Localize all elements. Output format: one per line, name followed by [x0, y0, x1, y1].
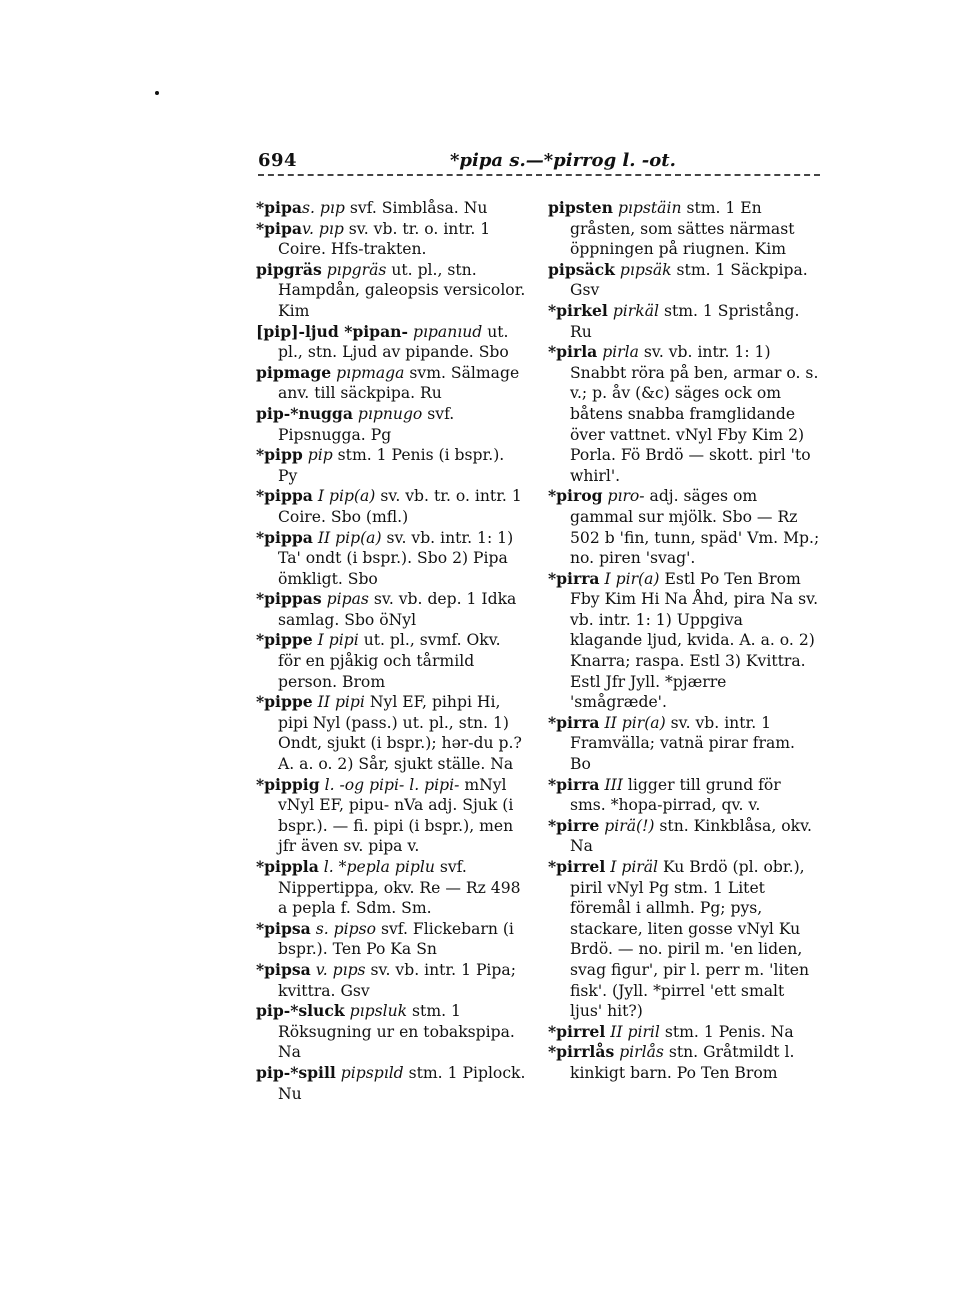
- dictionary-entry: [548, 1022, 820, 1043]
- entry-form: III: [599, 775, 623, 794]
- entry-headword: *pipa: [256, 198, 302, 217]
- entry-headword: *pirra: [548, 712, 600, 732]
- entry-headword: *pirkel: [548, 300, 608, 320]
- entry-headword: *pippa: [256, 527, 313, 547]
- entry-headword: *pirra: [548, 774, 600, 794]
- dictionary-entry: [548, 198, 820, 260]
- dictionary-entry: [256, 630, 528, 692]
- entry-form: s. pıp: [302, 199, 345, 217]
- entry-headword: pipmage: [256, 362, 332, 382]
- entry-definition: sv. vb. dep. 1 Idka samlag. Sbo öNyl: [278, 590, 517, 629]
- dictionary-entry: [256, 445, 528, 486]
- entry-form: II pip(a): [312, 528, 382, 547]
- entry-headword: *pirrel: [548, 857, 606, 876]
- entry-form: pip: [302, 446, 333, 465]
- entry-form: pipspıld: [335, 1063, 404, 1082]
- entry-form: II pir(a): [599, 713, 666, 732]
- dictionary-entry: [256, 486, 528, 527]
- entry-headword: *pippas: [256, 589, 322, 609]
- entry-headword: *pirra: [548, 568, 600, 588]
- entry-headword: *pipsa: [256, 918, 311, 938]
- entry-form: pıpanıud: [408, 322, 483, 341]
- entry-definition: mNyl vNyl EF, pipu- nVa adj. Sjuk (i bspr.). — fi. pipi (i bspr.), men jfr även sv. pipa v.: [278, 775, 514, 856]
- entry-form: I pir(a): [599, 569, 660, 588]
- entry-form: I pip(a): [312, 487, 376, 506]
- entry-form: pirla: [597, 343, 639, 362]
- entry-definition: svf. Pipsnugga. Pg: [278, 404, 455, 444]
- entry-headword: *pippe: [256, 692, 313, 712]
- entry-form: I pipi: [312, 631, 359, 650]
- entry-definition: ut. pl., svmf. Okv. för en pjåkig och tårmild person. Brom: [278, 631, 501, 691]
- dictionary-entry: [548, 301, 820, 342]
- dictionary-entry: [548, 260, 820, 301]
- dictionary-entry: [256, 528, 528, 590]
- dictionary-entry: [548, 857, 820, 1022]
- entry-form: pıpstäin: [612, 199, 682, 217]
- dictionary-entry: [256, 692, 528, 774]
- entry-form: pıpnugo: [352, 404, 423, 423]
- entry-definition: stn. Kinkblåsa, okv. Na: [570, 816, 813, 856]
- entry-headword: [pip]-ljud *pipan-: [256, 321, 408, 341]
- entry-definition: stm. 1 Säckpipa. Gsv: [570, 260, 808, 300]
- entry-headword: *pippig: [256, 774, 320, 794]
- dictionary-entry: [256, 198, 528, 219]
- entry-definition: svf. Flickebarn (i bspr.). Ten Po Ka Sn: [278, 919, 514, 959]
- entry-form: v. pıps: [310, 960, 366, 979]
- entry-form: pirlås: [614, 1043, 664, 1062]
- dictionary-entry: [256, 260, 528, 322]
- dictionary-entry: [548, 486, 820, 568]
- dictionary-entry: [256, 857, 528, 919]
- entry-headword: *pirrel: [548, 1021, 606, 1041]
- entry-headword: *pirre: [548, 815, 600, 835]
- page-number: 694: [258, 150, 298, 171]
- entry-definition: svf. Nippertippa, okv. Re — Rz 498 a pepla f. Sdm. Sm.: [278, 858, 521, 918]
- dictionary-entry: [256, 219, 528, 260]
- dictionary-entry: [548, 775, 820, 816]
- entry-headword: pipgräs: [256, 259, 322, 279]
- dictionary-entry: [256, 404, 528, 445]
- entry-definition: stm. 1 Penis (i bspr.). Py: [278, 446, 505, 485]
- entry-form: pıpsluk: [344, 1002, 408, 1021]
- entry-form: pıro-: [602, 487, 645, 506]
- entry-definition: stm. 1 Spristång. Ru: [570, 301, 800, 341]
- dictionary-entry: [548, 713, 820, 775]
- print-speck: [155, 91, 159, 95]
- entry-definition: stm. 1 Piplock. Nu: [278, 1063, 526, 1103]
- entry-definition: svm. Sälmage anv. till säckpipa. Ru: [278, 363, 520, 403]
- entry-form: pipas: [321, 590, 369, 609]
- entry-definition: ligger till grund för sms. *hopa-pirrad, qv. v.: [570, 775, 781, 815]
- dictionary-entry: [256, 589, 528, 630]
- entry-definition: sv. vb. tr. o. intr. 1 Coire. Sbo (mfl.): [278, 487, 522, 526]
- dictionary-entry: [548, 1042, 820, 1083]
- dictionary-entry: [256, 960, 528, 1001]
- dictionary-entry: [256, 363, 528, 404]
- entry-form: II pipi: [312, 693, 365, 712]
- dictionary-entry: [256, 1063, 528, 1104]
- entry-headword: *pippe: [256, 630, 313, 650]
- entry-headword: pip-*spill: [256, 1062, 336, 1082]
- entry-headword: *pippa: [256, 486, 313, 506]
- entry-headword: *pipsa: [256, 959, 311, 979]
- dictionary-entry: [548, 816, 820, 857]
- page-header: [258, 150, 820, 174]
- entry-definition: stm. 1 Röksugning ur en tobakspipa. Na: [278, 1002, 515, 1062]
- entry-headword: *pirrlås: [548, 1042, 615, 1062]
- entry-definition: ut. pl., stn. Hampdån, galeopsis versicolor. Kim: [278, 260, 526, 320]
- entry-definition: ut. pl., stn. Ljud av pipande. Sbo: [278, 322, 509, 362]
- entry-form: pıpsäk: [614, 260, 672, 279]
- entry-form: pirä(!): [599, 816, 655, 835]
- entry-headword: pip-*nugga: [256, 403, 353, 423]
- entry-form: pıpgräs: [321, 260, 387, 279]
- entry-definition: stn. Gråtmildt l. kinkigt barn. Po Ten Brom: [570, 1043, 795, 1082]
- entry-form: s. pipso: [310, 919, 376, 938]
- entry-definition: sv. vb. tr. o. intr. 1 Coire. Hfs-trakten.: [278, 219, 491, 259]
- header-rule: [258, 174, 820, 176]
- entry-definition: stm. 1 Penis. Na: [659, 1022, 794, 1041]
- entry-definition: sv. vb. intr. 1: 1) Snabbt röra på ben, armar o. s. v.; p. åv (&c) säges ock om båtens snabba framglidande över vattnet. vNyl Fby Kim 2) Porla. Fö Brdö — skott. pirl 'to whirl'.: [570, 343, 819, 485]
- left-column: [256, 198, 528, 1104]
- dictionary-entry: [256, 1001, 528, 1063]
- entry-headword: pip-*sluck: [256, 1001, 345, 1021]
- entry-headword: *pirog: [548, 486, 603, 506]
- entry-definition: Ku Brdö (pl. obr.), piril vNyl Pg stm. 1 Litet föremål i allmh. Pg; pys, stackare, liten gosse vNyl Ku Brdö. — no. piril m. 'en liden, svag figur', pir l. perr m. 'liten fisk'. (Jyll. *pirrel 'ett smalt ljus' hit?): [570, 858, 809, 1021]
- dictionary-entry: [256, 322, 528, 363]
- entry-definition: sv. vb. intr. 1 Framvälla; vatnä pirar fram. Bo: [570, 713, 796, 774]
- entry-form: II piril: [605, 1022, 660, 1041]
- dictionary-entry: [256, 919, 528, 960]
- entry-form: v. pıp: [302, 219, 344, 238]
- entry-headword: *pippla: [256, 857, 319, 876]
- dictionary-entry: [548, 569, 820, 713]
- entry-form: pirkäl: [607, 301, 659, 320]
- entry-definition: adj. säges om gammal sur mjölk. Sbo — Rz 502 b 'fin, tunn, späd' Vm. Mp.; no. piren 'svag'.: [570, 487, 820, 568]
- right-column: [548, 198, 820, 1084]
- entry-definition: svf. Simblåsa. Nu: [344, 199, 488, 217]
- entry-headword: *pipa: [256, 218, 302, 238]
- entry-form: l. *pepla piplu: [318, 858, 435, 876]
- entry-headword: pipsäck: [548, 259, 615, 279]
- entry-headword: pipsten: [548, 198, 613, 217]
- dictionary-entry: [548, 342, 820, 486]
- entry-definition: sv. vb. intr. 1 Pipa; kvittra. Gsv: [278, 960, 516, 1000]
- entry-headword: *pipp: [256, 445, 303, 465]
- entry-definition: Nyl EF, pihpi Hi, pipi Nyl (pass.) ut. pl., stn. 1) Ondt, sjukt (i bspr.); hər-du p.? A. a. o. 2) Sår, sjukt ställe. Na: [278, 693, 522, 774]
- entry-definition: sv. vb. intr. 1: 1) Ta' ondt (i bspr.). Sbo 2) Pipa ömkligt. Sbo: [278, 528, 514, 588]
- dictionary-entry: [256, 775, 528, 857]
- entry-form: pıpmaga: [331, 363, 405, 382]
- entry-definition: stm. 1 En gråsten, som sättes närmast öppningen på riugnen. Kim: [570, 199, 795, 259]
- entry-definition: Estl Po Ten Brom Fby Kim Hi Na Åhd, pira Na sv. vb. intr. 1: 1) Uppgiva klagande ljud, kvida. A. a. o. 2) Knarra; raspa. Estl 3) Kvittra. Estl Jfr Jyll. *pjærre 'smågræde'.: [570, 569, 819, 712]
- entry-form: l. -og pipi- l. pipi-: [319, 775, 460, 794]
- entry-headword: *pirla: [548, 342, 598, 362]
- running-head: *pipa s.—*pirrog l. -ot.: [450, 150, 676, 171]
- entry-form: I piräl: [605, 858, 659, 876]
